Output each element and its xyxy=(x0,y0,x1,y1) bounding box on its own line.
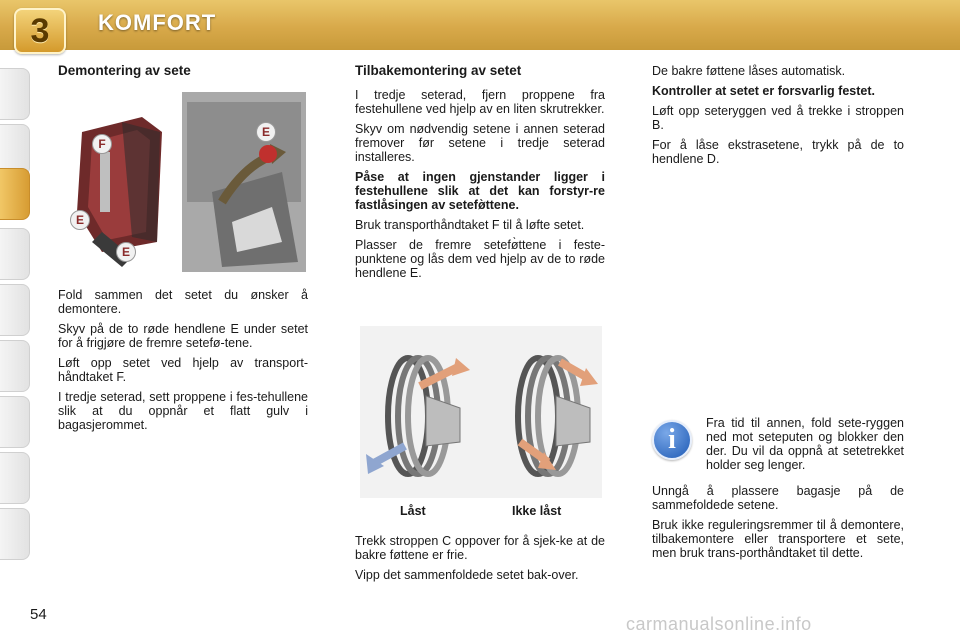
lock-step-2: Løft opp seteryggen ved å trekke i stroppen B. xyxy=(652,104,904,132)
info-advice-2: Bruk ikke reguleringsremmer til å demontere, tilbakemontere eller transportere et sete, men bruk trans-porthåndtaket til dette. xyxy=(652,518,904,560)
heading-removal: Demontering av sete xyxy=(58,63,191,78)
side-tab-5[interactable] xyxy=(0,284,30,336)
watermark: carmanualsonline.info xyxy=(626,614,812,634)
refit-step-1: I tredje seterad, fjern proppene fra festehullene ved hjelp av en liten skrutrekker. xyxy=(355,88,605,116)
lock-step-3: For å låse ekstrasetene, trykk på de to hendlene D. xyxy=(652,138,904,166)
refit-warning: Påse at ingen gjenstander ligger i festehullene slik at det kan forstyr-re fastlåsingen av setefø̀ttene. xyxy=(355,170,605,212)
side-tab-1[interactable] xyxy=(0,68,30,120)
refit-step-3: Bruk transporthåndtaket F til å løfte setet. xyxy=(355,218,585,232)
lock-step-1: De bakre føttene låses automatisk. xyxy=(652,64,846,78)
callout-e-1: E xyxy=(70,210,90,230)
side-tab-6[interactable] xyxy=(0,340,30,392)
info-advice xyxy=(652,484,904,566)
refit-step-4: Plasser de fremre setefø̀ttene i feste-punktene og lås dem ved hjelp av de to røde hendlene E. xyxy=(355,238,605,280)
column-refitting xyxy=(355,64,605,286)
callout-e-2: E xyxy=(116,242,136,262)
refit-final-steps xyxy=(355,534,605,588)
caption-locked: Låst xyxy=(400,504,426,518)
info-note-text: Fra tid til annen, fold sete-ryggen ned mot seteputen og blokker den der. Du vil da oppnå at setetrekket holder seg lenger. xyxy=(706,416,904,472)
refit-step-5: Trekk stroppen C oppover for å sjek-ke at de bakre føttene er frie. xyxy=(355,534,605,562)
callout-f: F xyxy=(92,134,112,154)
plug-illustration xyxy=(360,326,602,498)
refit-step-6: Vipp det sammenfoldede setet bak-over. xyxy=(355,568,579,582)
lock-check: Kontroller at setet er forsvarlig festet. xyxy=(652,84,875,98)
removal-steps xyxy=(58,288,308,438)
side-tab-3-active[interactable] xyxy=(0,168,30,220)
column-locking xyxy=(652,64,904,172)
chapter-number-badge: 3 xyxy=(14,8,66,54)
side-tab-7[interactable] xyxy=(0,396,30,448)
page-number: 54 xyxy=(30,606,47,623)
callout-e-3: E xyxy=(256,122,276,142)
heading-refitting: Tilbakemontering av setet xyxy=(355,63,522,78)
info-advice-1: Unngå å plassere bagasje på de sammefoldede setene. xyxy=(652,484,904,512)
removal-step-4: I tredje seterad, sett proppene i fes-tehullene slik at du oppnår et flatt gulv i bagasjerommet. xyxy=(58,390,308,432)
chapter-side-tabs xyxy=(0,68,34,578)
info-icon: i xyxy=(652,420,692,460)
refit-step-2: Skyv om nødvendig setene i annen seterad fremover før setene i tredje seterad installeres. xyxy=(355,122,605,164)
removal-step-1: Fold sammen det setet du ønsker å demontere. xyxy=(58,288,308,316)
info-note xyxy=(706,416,904,478)
removal-step-2: Skyv på de to røde hendlene E under setet for å frigjøre de fremre setefø-tene. xyxy=(58,322,308,350)
removal-step-3: Løft opp setet ved hjelp av transport-håndtaket F. xyxy=(58,356,308,384)
side-tab-8[interactable] xyxy=(0,452,30,504)
side-tab-4[interactable] xyxy=(0,228,30,280)
chapter-title: KOMFORT xyxy=(98,10,217,35)
side-tab-9[interactable] xyxy=(0,508,30,560)
seat-removal-illustration xyxy=(62,92,306,272)
caption-unlocked: Ikke låst xyxy=(512,504,562,518)
column-removal xyxy=(58,64,308,88)
